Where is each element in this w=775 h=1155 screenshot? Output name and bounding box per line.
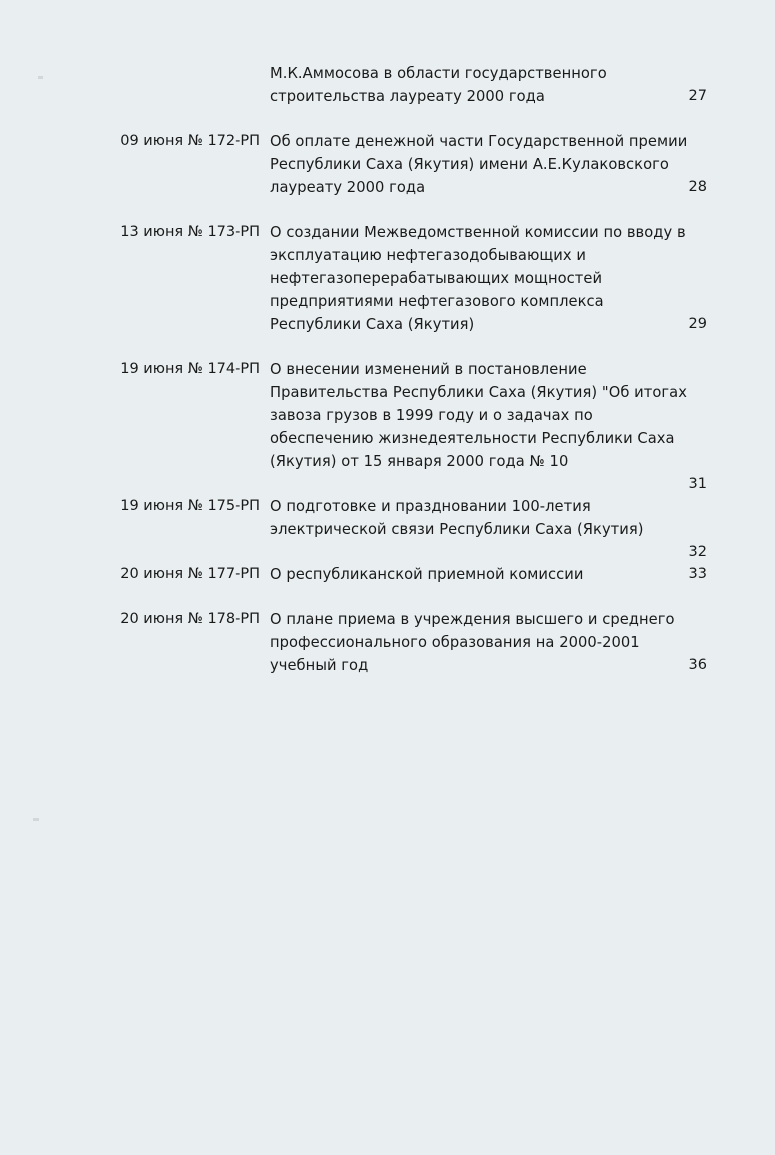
toc-entry-body	[270, 130, 720, 199]
toc-entry-title: О республиканской приемной комиссии	[270, 566, 584, 583]
toc-entry-page-number: 28	[688, 179, 707, 195]
toc-entry-page-number: 32	[688, 544, 707, 560]
toc-entry-title: О подготовке и праздновании 100-летия электрической связи Республики Саха (Якутия)	[270, 498, 644, 538]
toc-entry-body	[270, 221, 720, 336]
toc-entry-body	[270, 563, 720, 586]
toc-entry-title: О внесении изменений в постановление Правительства Республики Саха (Якутия) "Об итогах завоза грузов в 1999 году и о задачах по обеспечению жизнедеятельности Республики Саха (Якутия) от 15 января 2000 года № 10	[270, 361, 687, 470]
toc-entry-body	[270, 62, 720, 108]
toc-entry[interactable]	[0, 221, 775, 336]
toc-entry-page-number: 36	[688, 657, 707, 673]
toc-entry-body	[270, 358, 720, 492]
toc-entry-title: М.К.Аммосова в области государственного строительства лауреату 2000 года	[270, 65, 607, 105]
toc-entry[interactable]	[0, 563, 775, 586]
toc-entry-page-number: 27	[688, 88, 707, 104]
toc-entry[interactable]	[0, 358, 775, 492]
toc-entry-date: 19 июня № 175-РП	[120, 498, 260, 514]
toc-entry[interactable]	[0, 62, 775, 108]
toc-entry-page-number: 29	[688, 316, 707, 332]
scan-speckle	[33, 818, 39, 821]
toc-entry-date: 19 июня № 174-РП	[120, 361, 260, 377]
toc-entry-date: 20 июня № 177-РП	[120, 566, 260, 582]
toc-entry-date: 09 июня № 172-РП	[120, 133, 260, 149]
table-of-contents	[0, 62, 775, 699]
toc-entry-body	[270, 608, 720, 677]
toc-entry-body	[270, 495, 720, 560]
toc-entry-page-number: 33	[688, 566, 707, 582]
toc-entry-date: 20 июня № 178-РП	[120, 611, 260, 627]
toc-entry[interactable]	[0, 608, 775, 677]
toc-entry-title: О плане приема в учреждения высшего и среднего профессионального образования на 2000-2001 учебный год	[270, 611, 675, 674]
toc-entry[interactable]	[0, 130, 775, 199]
toc-entry[interactable]	[0, 495, 775, 560]
toc-entry-title: О создании Межведомственной комиссии по вводу в эксплуатацию нефтегазодобывающих и нефтегазоперерабатывающих мощностей предприятиями нефтегазового комплекса Республики Саха (Якутия)	[270, 224, 686, 333]
toc-entry-date: 13 июня № 173-РП	[120, 224, 260, 240]
toc-entry-title: Об оплате денежной части Государственной премии Республики Саха (Якутия) имени А.Е.Кулаковского лауреату 2000 года	[270, 133, 688, 196]
toc-entry-page-number: 31	[688, 476, 707, 492]
